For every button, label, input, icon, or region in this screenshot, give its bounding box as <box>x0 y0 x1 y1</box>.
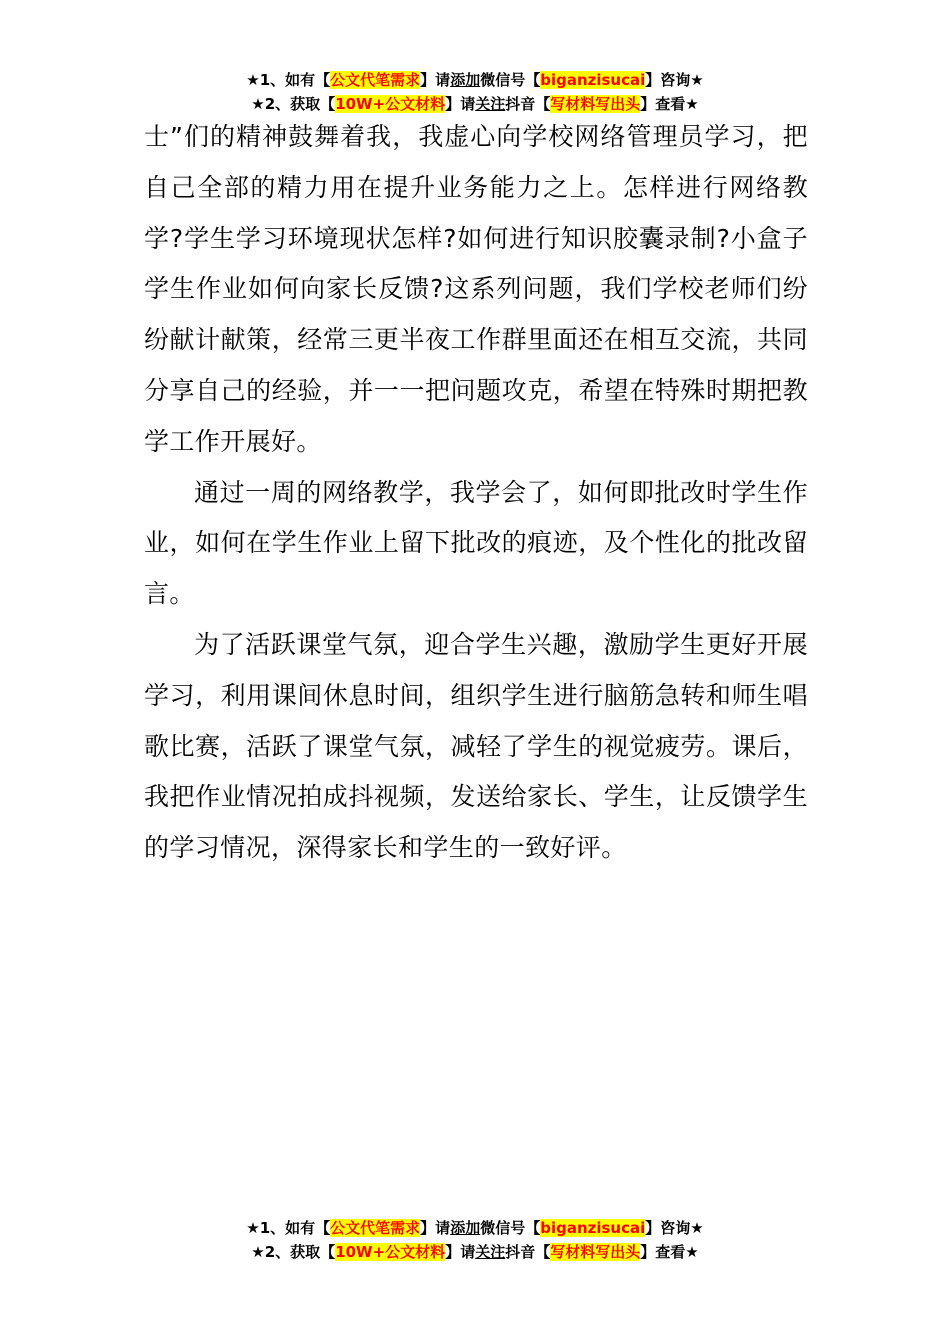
banner-text: 微信号【 <box>480 71 541 89</box>
header-banner <box>0 68 950 116</box>
footer-banner <box>0 1216 950 1264</box>
banner-text: ★2、获取【 <box>251 1243 336 1261</box>
highlight-materials: 10W+公文材料 <box>335 95 446 113</box>
paragraph: 通过一周的网络教学，我学会了，如何即批改时学生作业，如何在学生作业上留下批改的痕迹，及个性化的批改留言。 <box>144 477 808 609</box>
paragraph: 为了活跃课堂气氛，迎合学生兴趣，激励学生更好开展学习，利用课间休息时间，组织学生进行脑筋急转和师生唱歌比赛，活跃了课堂气氛，减轻了学生的视觉疲劳。课后，我把作业情况拍成抖视频，发送给家长、学生，让反馈学生的学习情况，深得家长和学生的一致好评。 <box>144 629 808 863</box>
banner-text: 】咨询★ <box>645 71 704 89</box>
banner-text: 抖音【 <box>505 1243 551 1261</box>
banner-text: 】请 <box>445 1243 476 1261</box>
banner-line-1 <box>0 1216 950 1240</box>
banner-text: ★1、如有【 <box>246 71 331 89</box>
underlined-text: 关注 <box>475 95 506 113</box>
highlight-wechat-id: biganzisucai <box>540 1219 646 1237</box>
highlight-materials: 10W+公文材料 <box>335 1243 446 1261</box>
banner-line-2 <box>0 1240 950 1264</box>
paragraph: 士”们的精神鼓舞着我，我虚心向学校网络管理员学习，把自己全部的精力用在提升业务能力之上。怎样进行网络教学?学生学习环境现状怎样?如何进行知识胶囊录制?小盒子学生作业如何向家长反馈?这系列问题，我们学校老师们纷纷献计献策，经常三更半夜工作群里面还在相互交流，共同分享自己的经验，并一一把问题攻克，希望在特殊时期把教学工作开展好。 <box>144 122 808 456</box>
banner-text: 】咨询★ <box>645 1219 704 1237</box>
banner-line-1 <box>0 68 950 92</box>
banner-text: 】请 <box>420 71 451 89</box>
document-body <box>144 112 808 874</box>
banner-text: 微信号【 <box>480 1219 541 1237</box>
banner-text: 】查看★ <box>640 1243 699 1261</box>
highlight-service: 公文代笔需求 <box>330 71 421 89</box>
banner-text: 抖音【 <box>505 95 551 113</box>
underlined-text: 添加 <box>450 71 481 89</box>
highlight-douyin-account: 写材料写出头 <box>550 1243 641 1261</box>
highlight-service: 公文代笔需求 <box>330 1219 421 1237</box>
highlight-douyin-account: 写材料写出头 <box>550 95 641 113</box>
banner-text: ★1、如有【 <box>246 1219 331 1237</box>
banner-text: 】请 <box>420 1219 451 1237</box>
highlight-wechat-id: biganzisucai <box>540 71 646 89</box>
underlined-text: 添加 <box>450 1219 481 1237</box>
banner-text: ★2、获取【 <box>251 95 336 113</box>
banner-text: 】查看★ <box>640 95 699 113</box>
underlined-text: 关注 <box>475 1243 506 1261</box>
banner-text: 】请 <box>445 95 476 113</box>
